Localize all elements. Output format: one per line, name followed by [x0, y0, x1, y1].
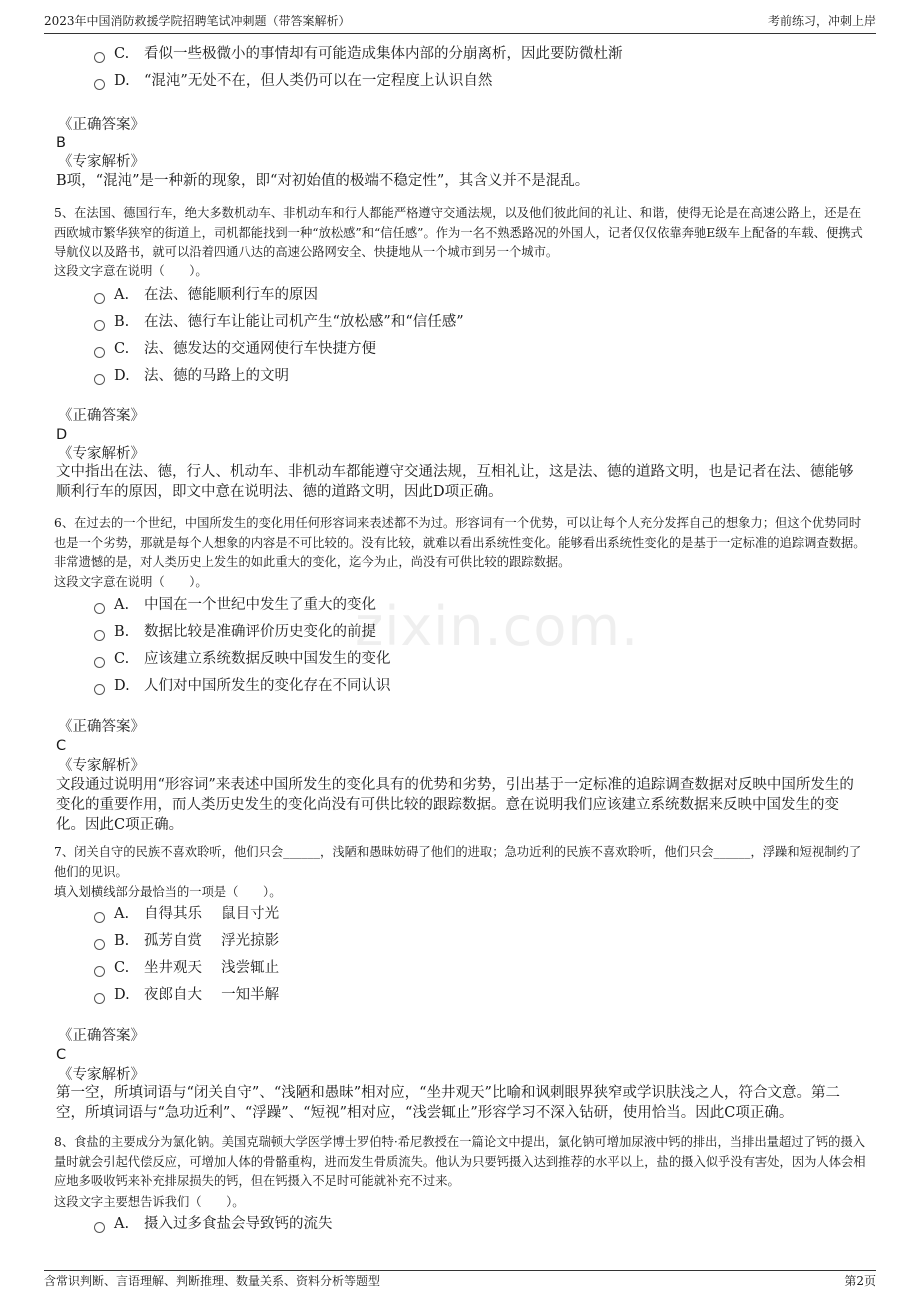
q7-option-b[interactable] [94, 930, 279, 952]
option-letter: D. [114, 368, 130, 384]
option-letter: B. [114, 314, 130, 330]
radio-icon[interactable] [94, 684, 105, 695]
q6-option-d[interactable] [94, 675, 391, 697]
footer-description: 含常识判断、言语理解、判断推理、数量关系、资料分析等题型 [44, 1274, 381, 1288]
option-text: 孤芳自赏 浮光掠影 [144, 933, 280, 949]
q5-answer: D [56, 427, 68, 443]
q7-option-a[interactable] [94, 903, 279, 925]
q5-option-b[interactable] [94, 311, 464, 333]
radio-icon[interactable] [94, 347, 105, 358]
page-footer [44, 1270, 876, 1290]
option-letter: C. [114, 341, 130, 357]
q4-expl-label: 《专家解析》 [58, 154, 145, 170]
q5-expl-label: 《专家解析》 [58, 446, 145, 462]
q7-answer-label: 《正确答案》 [58, 1028, 145, 1044]
q8-prompt: 这段文字主要想告诉我们（ ）。 [54, 1195, 245, 1209]
q4-answer: B [56, 135, 66, 151]
q5-option-c[interactable] [94, 338, 376, 360]
option-letter: B. [114, 624, 130, 640]
q7-option-d[interactable] [94, 984, 279, 1006]
option-text: 人们对中国所发生的变化存在不同认识 [144, 678, 391, 694]
option-letter: A. [114, 906, 130, 922]
option-text: 在法、德能顺利行车的原因 [144, 287, 318, 303]
option-text: 法、德发达的交通网使行车快捷方便 [144, 341, 376, 357]
option-letter: B. [114, 933, 130, 949]
radio-icon[interactable] [94, 374, 105, 385]
radio-icon[interactable] [94, 52, 105, 63]
q6-prompt: 这段文字意在说明（ ）。 [54, 575, 208, 589]
option-text: 夜郎自大 一知半解 [144, 987, 280, 1003]
q4-explanation: B项，“混沌”是一种新的现象，即“对初始值的极端不稳定性”，其含义并不是混乱。 [56, 173, 590, 189]
option-text: 应该建立系统数据反映中国发生的变化 [144, 651, 391, 667]
q7-explanation: 第一空，所填词语与“闭关自守”、“浅陋和愚昧”相对应，“坐井观天”比喻和讽刺眼界狭窄或学识肤浅之人，符合文意。第二空，所填词语与“急功近利”、“浮躁”、“短视”相对应，“浅尝辄止”形容学习不深入钻研，使用恰当。因此C项正确。 [56, 1085, 840, 1121]
option-letter: C. [114, 960, 130, 976]
page-number: 第2页 [844, 1274, 876, 1288]
q5-explanation: 文中指出在法、德，行人、机动车、非机动车都能遵守交通法规，互相礼让，这是法、德的道路文明，也是记者在法、德能够顺利行车的原因，即文中意在说明法、德的道路文明，因此D项正确。 [56, 464, 854, 500]
option-letter: A. [114, 1216, 130, 1232]
option-letter: C. [114, 651, 130, 667]
watermark: zixin.com. [355, 595, 640, 658]
radio-icon[interactable] [94, 293, 105, 304]
radio-icon[interactable] [94, 603, 105, 614]
radio-icon[interactable] [94, 912, 105, 923]
q6-answer-label: 《正确答案》 [58, 719, 145, 735]
q5-text: 5、在法国、德国行车，绝大多数机动车、非机动车和行人都能严格遵守交通法规，以及他们彼此间的礼让、和谐，使得无论是在高速公路上，还是在西欧城市繁华狭窄的街道上，司机都能找到一种“放松感”和“信任感”。作为一名不熟悉路况的外国人，记者仅仅依靠奔驰E级车上配备的车载、便携式导航仪以及路书，就可以沿着四通八达的高速公路网安全、快捷地从一个城市到另一个城市。 [54, 206, 863, 259]
q4-option-d[interactable] [94, 70, 492, 92]
option-text: “混沌”无处不在，但人类仍可以在一定程度上认识自然 [144, 73, 493, 89]
option-text: 看似一些极微小的事情却有可能造成集体内部的分崩离析，因此要防微杜渐 [144, 46, 623, 62]
option-letter: D. [114, 73, 130, 89]
q6-option-b[interactable] [94, 621, 376, 643]
q7-option-c[interactable] [94, 957, 279, 979]
q6-option-c[interactable] [94, 648, 391, 670]
option-text: 在法、德行车让能让司机产生“放松感”和“信任感” [144, 314, 464, 330]
radio-icon[interactable] [94, 966, 105, 977]
q6-option-a[interactable] [94, 594, 376, 616]
q4-option-c[interactable] [94, 43, 623, 65]
q8-text: 8、食盐的主要成分为氯化钠。美国克瑞顿大学医学博士罗伯特·希尼教授在一篇论文中提出，氯化钠可增加尿液中钙的排出，当排出量超过了钙的摄入量时就会引起代偿反应，可增加人体的骨骼重构，进而发生骨质流失。他认为只要钙摄入达到推荐的水平以上，盐的摄入似乎没有害处，因为人体会相应地多吸收钙来补充排尿损失的钙，但在钙摄入不足时可能就补充不过来。 [54, 1135, 866, 1188]
q6-explanation: 文段通过说明用“形容词”来表述中国所发生的变化具有的优势和劣势，引出基于一定标准的追踪调查数据对反映中国所发生的变化的重要作用，而人类历史发生的变化尚没有可供比较的跟踪数据。意在说明我们应该建立系统数据来反映中国发生的变化。因此C项正确。 [56, 777, 854, 833]
q7-prompt: 填入划横线部分最恰当的一项是（ ）。 [54, 885, 282, 899]
q5-option-d[interactable] [94, 365, 289, 387]
q6-text: 6、在过去的一个世纪，中国所发生的变化用任何形容词来表述都不为过。形容词有一个优势，可以让每个人充分发挥自己的想象力；但这个优势同时也是一个劣势，那就是每个人想象的内容是不可比较的。没有比较，就难以看出系统性变化。能够看出系统性变化的是基于一定标准的追踪调查数据。非常遗憾的是，对人类历史上发生的如此重大的变化，迄今为止，尚没有可供比较的跟踪数据。 [54, 516, 866, 569]
q7-expl-label: 《专家解析》 [58, 1067, 145, 1083]
q8-option-a[interactable] [94, 1213, 333, 1235]
q7-answer: C [56, 1047, 67, 1063]
q7-text: 7、闭关自守的民族不喜欢聆听，他们只会______，浅陋和愚昧妨碍了他们的进取；急功近利的民族不喜欢聆听，他们只会______，浮躁和短视制约了他们的见识。 [54, 845, 862, 879]
option-letter: D. [114, 987, 130, 1003]
radio-icon[interactable] [94, 939, 105, 950]
q6-answer: C [56, 738, 67, 754]
option-text: 数据比较是准确评价历史变化的前提 [144, 624, 376, 640]
option-text: 坐井观天 浅尝辄止 [144, 960, 280, 976]
page-header [44, 10, 876, 34]
option-text: 中国在一个世纪中发生了重大的变化 [144, 597, 376, 613]
radio-icon[interactable] [94, 79, 105, 90]
option-text: 自得其乐 鼠目寸光 [144, 906, 280, 922]
radio-icon[interactable] [94, 1222, 105, 1233]
radio-icon[interactable] [94, 320, 105, 331]
option-letter: A. [114, 287, 130, 303]
radio-icon[interactable] [94, 993, 105, 1004]
option-letter: A. [114, 597, 130, 613]
option-letter: C. [114, 46, 130, 62]
header-title: 2023年中国消防救援学院招聘笔试冲刺题（带答案解析） [44, 14, 351, 28]
q5-answer-label: 《正确答案》 [58, 408, 145, 424]
header-slogan: 考前练习，冲刺上岸 [767, 14, 876, 28]
radio-icon[interactable] [94, 630, 105, 641]
radio-icon[interactable] [94, 657, 105, 668]
option-text: 法、德的马路上的文明 [144, 368, 289, 384]
q4-answer-label: 《正确答案》 [58, 117, 145, 133]
q5-prompt: 这段文字意在说明（ ）。 [54, 264, 208, 278]
option-text: 摄入过多食盐会导致钙的流失 [144, 1216, 333, 1232]
q6-expl-label: 《专家解析》 [58, 758, 145, 774]
q5-option-a[interactable] [94, 284, 318, 306]
option-letter: D. [114, 678, 130, 694]
